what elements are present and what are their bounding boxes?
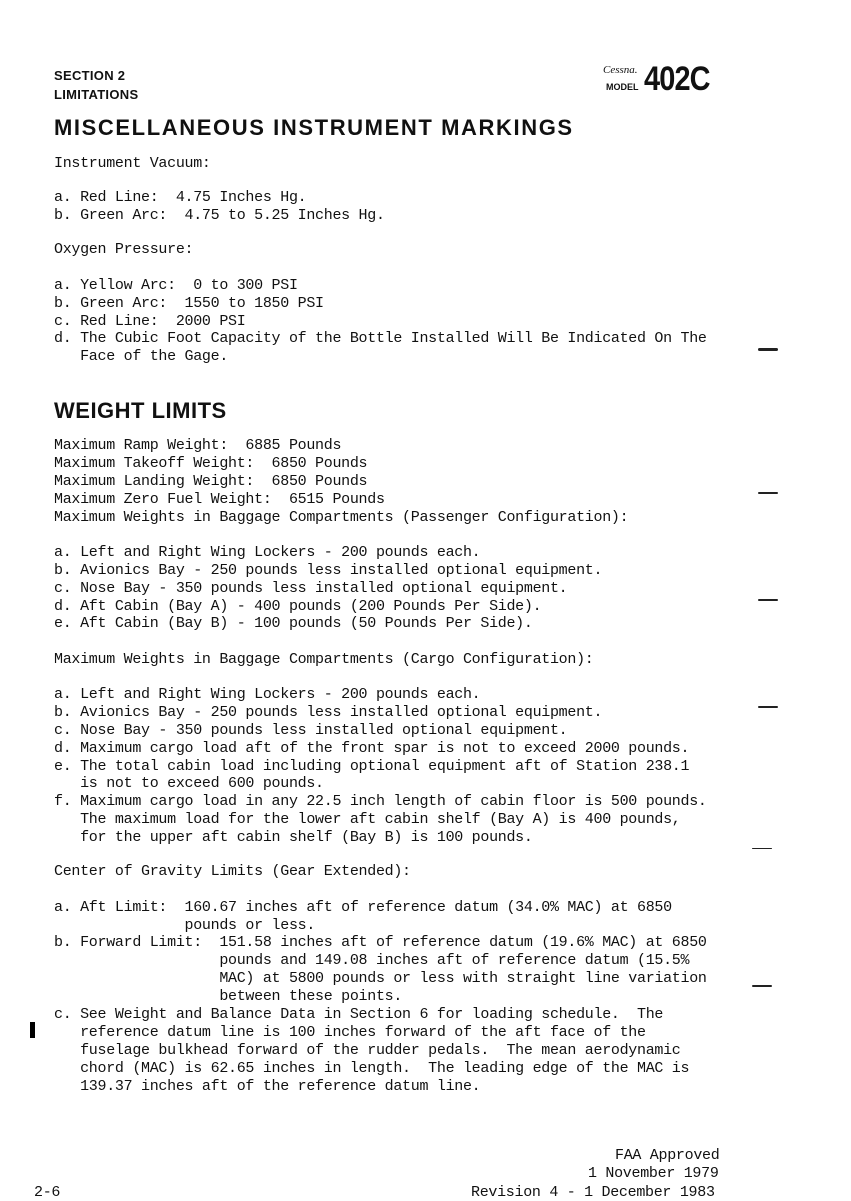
page-number: 2-6 bbox=[34, 1184, 61, 1201]
list-item: c. Red Line: 2000 PSI bbox=[54, 313, 246, 330]
list-item: e. The total cabin load including optional equipment aft of Station 238.1 bbox=[54, 758, 690, 775]
list-item: The maximum load for the lower aft cabin shelf (Bay A) is 400 pounds, bbox=[54, 811, 681, 828]
revision-change-bar bbox=[30, 1022, 35, 1038]
list-item: Maximum Landing Weight: 6850 Pounds bbox=[54, 473, 368, 490]
list-item: 139.37 inches aft of the reference datum line. bbox=[54, 1078, 481, 1095]
list-item: b. Avionics Bay - 250 pounds less installed optional equipment. bbox=[54, 704, 603, 721]
section-label: SECTION 2 bbox=[54, 68, 126, 83]
list-item: a. Red Line: 4.75 Inches Hg. bbox=[54, 189, 307, 206]
list-item: is not to exceed 600 pounds. bbox=[54, 775, 324, 792]
list-item: a. Aft Limit: 160.67 inches aft of reference datum (34.0% MAC) at 6850 bbox=[54, 899, 672, 916]
list-item: d. Maximum cargo load aft of the front spar is not to exceed 2000 pounds. bbox=[54, 740, 690, 757]
misc-title: MISCELLANEOUS INSTRUMENT MARKINGS bbox=[54, 115, 574, 140]
cessna-logo: Cessna. bbox=[603, 64, 638, 76]
list-item: Maximum Weights in Baggage Compartments (Passenger Configuration): bbox=[54, 509, 629, 526]
list-item: b. Avionics Bay - 250 pounds less installed optional equipment. bbox=[54, 562, 603, 579]
list-item: for the upper aft cabin shelf (Bay B) is 100 pounds. bbox=[54, 829, 533, 846]
list-item: f. Maximum cargo load in any 22.5 inch length of cabin floor is 500 pounds. bbox=[54, 793, 707, 810]
list-item: b. Green Arc: 4.75 to 5.25 Inches Hg. bbox=[54, 207, 385, 224]
revision-line: Revision 4 - 1 December 1983 bbox=[471, 1184, 715, 1201]
list-item: b. Green Arc: 1550 to 1850 PSI bbox=[54, 295, 324, 312]
list-item: Maximum Takeoff Weight: 6850 Pounds bbox=[54, 455, 368, 472]
list-item: e. Aft Cabin (Bay B) - 100 pounds (50 Pounds Per Side). bbox=[54, 615, 533, 632]
margin-mark bbox=[752, 848, 772, 849]
list-item: d. Aft Cabin (Bay A) - 400 pounds (200 Pounds Per Side). bbox=[54, 598, 542, 615]
margin-mark bbox=[758, 599, 778, 601]
list-item: fuselage bulkhead forward of the rudder pedals. The mean aerodynamic bbox=[54, 1042, 681, 1059]
list-item: c. Nose Bay - 350 pounds less installed optional equipment. bbox=[54, 722, 568, 739]
list-item: Face of the Gage. bbox=[54, 348, 229, 365]
list-item: a. Left and Right Wing Lockers - 200 pounds each. bbox=[54, 686, 481, 703]
list-item: Maximum Ramp Weight: 6885 Pounds bbox=[54, 437, 342, 454]
model-number: 402C bbox=[644, 60, 710, 98]
list-item: pounds and 149.08 inches aft of reference datum (15.5% bbox=[54, 952, 690, 969]
list-item: chord (MAC) is 62.65 inches in length. The leading edge of the MAC is bbox=[54, 1060, 690, 1077]
list-item: pounds or less. bbox=[54, 917, 316, 934]
approval-date: 1 November 1979 bbox=[588, 1165, 719, 1182]
list-item: c. See Weight and Balance Data in Section 6 for loading schedule. The bbox=[54, 1006, 664, 1023]
list-item: between these points. bbox=[54, 988, 403, 1005]
list-item: reference datum line is 100 inches forward of the aft face of the bbox=[54, 1024, 646, 1041]
margin-mark bbox=[752, 985, 772, 987]
list-item: MAC) at 5800 pounds or less with straight line variation bbox=[54, 970, 707, 987]
margin-mark bbox=[758, 348, 778, 351]
vacuum-label: Instrument Vacuum: bbox=[54, 155, 211, 172]
margin-mark bbox=[758, 492, 778, 494]
list-item: c. Nose Bay - 350 pounds less installed optional equipment. bbox=[54, 580, 568, 597]
list-item: d. The Cubic Foot Capacity of the Bottle Installed Will Be Indicated On The bbox=[54, 330, 707, 347]
list-item: b. Forward Limit: 151.58 inches aft of reference datum (19.6% MAC) at 6850 bbox=[54, 934, 707, 951]
list-item: Maximum Zero Fuel Weight: 6515 Pounds bbox=[54, 491, 385, 508]
model-word: MODEL bbox=[606, 82, 639, 92]
weight-title: WEIGHT LIMITS bbox=[54, 398, 227, 423]
margin-mark bbox=[758, 706, 778, 708]
cargo-label: Maximum Weights in Baggage Compartments (Cargo Configuration): bbox=[54, 651, 594, 668]
oxygen-label: Oxygen Pressure: bbox=[54, 241, 194, 258]
cg-label: Center of Gravity Limits (Gear Extended): bbox=[54, 863, 411, 880]
list-item: a. Yellow Arc: 0 to 300 PSI bbox=[54, 277, 298, 294]
subsection-label: LIMITATIONS bbox=[54, 87, 139, 102]
list-item: a. Left and Right Wing Lockers - 200 pounds each. bbox=[54, 544, 481, 561]
faa-approved: FAA Approved bbox=[615, 1147, 720, 1164]
